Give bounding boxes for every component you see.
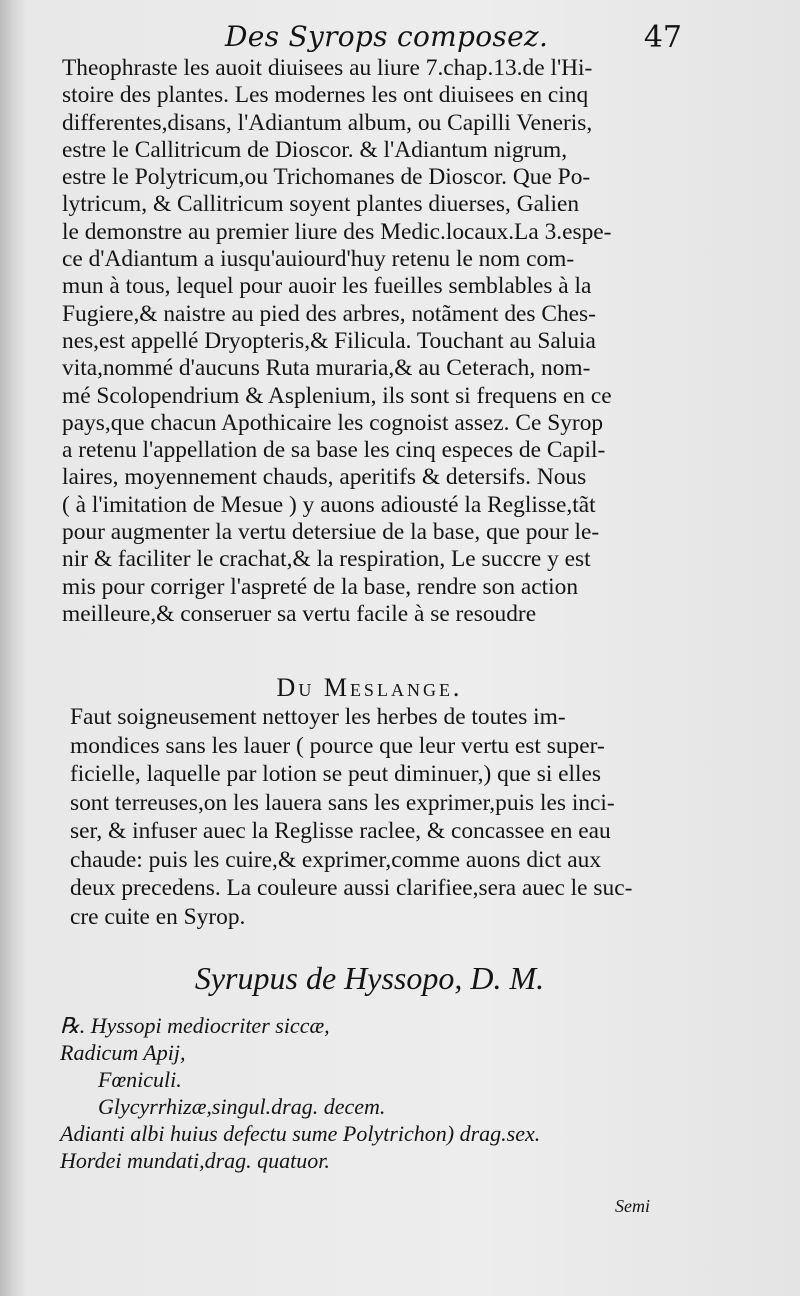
text-line: pour augmenter la vertu detersiue de la base, que pour le- [62, 519, 600, 546]
text-line: stoire des plantes. Les modernes les ont diuisees en cinq [62, 82, 589, 109]
ingredient-line: Hordei mundati,drag. quatuor. [60, 1148, 330, 1173]
ingredient-line: ℞. Hyssopi mediocriter siccæ, [60, 1013, 330, 1038]
ingredient-line: Glycyrrhizæ,singul.drag. decem. [98, 1094, 386, 1119]
text-line: nir & faciliter le crachat,& la respiration, Le succre y est [62, 546, 591, 573]
page-number: 47 [643, 20, 682, 55]
section-heading: Du Meslange. [276, 673, 463, 702]
text-line: lytricum, & Callitricum soyent plantes diuerses, Galien [62, 191, 580, 218]
text-line: estre le Callitricum de Dioscor. & l'Adiantum nigrum, [62, 136, 568, 163]
text-line: cre cuite en Syrop. [70, 903, 246, 930]
text-line: estre le Polytricum,ou Trichomanes de Dioscor. Que Po- [62, 164, 591, 191]
text-line: differentes,disans, l'Adiantum album, ou Capilli Veneris, [62, 109, 593, 136]
text-line: mis pour corriger l'aspreté de la base, rendre son action [62, 573, 579, 600]
text-line: Theophraste les auoit diuisees au liure 7.chap.13.de l'Hi- [62, 55, 593, 81]
text-line: deux precedens. La couleure aussi clarifiee,sera auec le suc- [70, 875, 633, 901]
text-line: ( à l'imitation de Mesue ) y auons adiousté la Reglisse,tãt [62, 491, 596, 518]
text-line: ficielle, laquelle par lotion se peut diminuer,) que si elles [70, 761, 602, 787]
text-line: le demonstre au premier liure des Medic.locaux.La 3.espe- [62, 218, 612, 245]
paragraph-capillaires [62, 55, 677, 628]
running-title: Des Syrops composez. [225, 20, 549, 53]
ingredient-line: Adianti albi huius defectu sume Polytrichon) drag.sex. [60, 1121, 541, 1146]
ingredient-line: Radicum Apij, [60, 1040, 186, 1065]
text-line: chaude: puis les cuire,& exprimer,comme auons dict aux [70, 846, 602, 873]
text-line: ser, & infuser auec la Reglisse raclee, & concassee en eau [70, 818, 611, 844]
text-line: laires, moyennement chauds, aperitifs & detersifs. Nous [62, 464, 587, 491]
text-line: mé Scolopendrium & Asplenium, ils sont si frequens en ce [62, 382, 612, 409]
text-line: Faut soigneusement nettoyer les herbes de toutes im- [70, 704, 566, 730]
text-line: nes,est appellé Dryopteris,& Filicula. Touchant au Saluia [62, 327, 596, 354]
text-line: Fugiere,& naistre au pied des arbres, notãment des Ches- [62, 300, 596, 327]
text-line: pays,que chacun Apothicaire les cognoist assez. Ce Syrop [62, 409, 604, 436]
text-line: meilleure,& conseruer sa vertu facile à se resoudre [62, 600, 537, 627]
text-line: ce d'Adiantum a iusqu'auiourd'huy retenu le nom com- [62, 246, 575, 273]
text-line: mondices sans les lauer ( pource que leur vertu est super- [70, 732, 605, 759]
text-line: a retenu l'appellation de sa base les cinq especes de Capil- [62, 437, 606, 464]
text-line: sont terreuses,on les lauera sans les exprimer,puis les inci- [70, 789, 615, 816]
recipe-title: Syrupus de Hyssopo, D. M. [194, 960, 545, 996]
catchword: Semi [615, 1196, 650, 1216]
recipe-ingredients [60, 1012, 680, 1174]
ingredient-line: Fœniculi. [98, 1067, 182, 1092]
text-line: mun à tous, lequel pour auoir les fueilles semblables à la [62, 273, 592, 300]
text-line: vita,nommé d'aucuns Ruta muraria,& au Ceterach, nom- [62, 355, 591, 382]
paragraph-meslange [70, 703, 675, 931]
